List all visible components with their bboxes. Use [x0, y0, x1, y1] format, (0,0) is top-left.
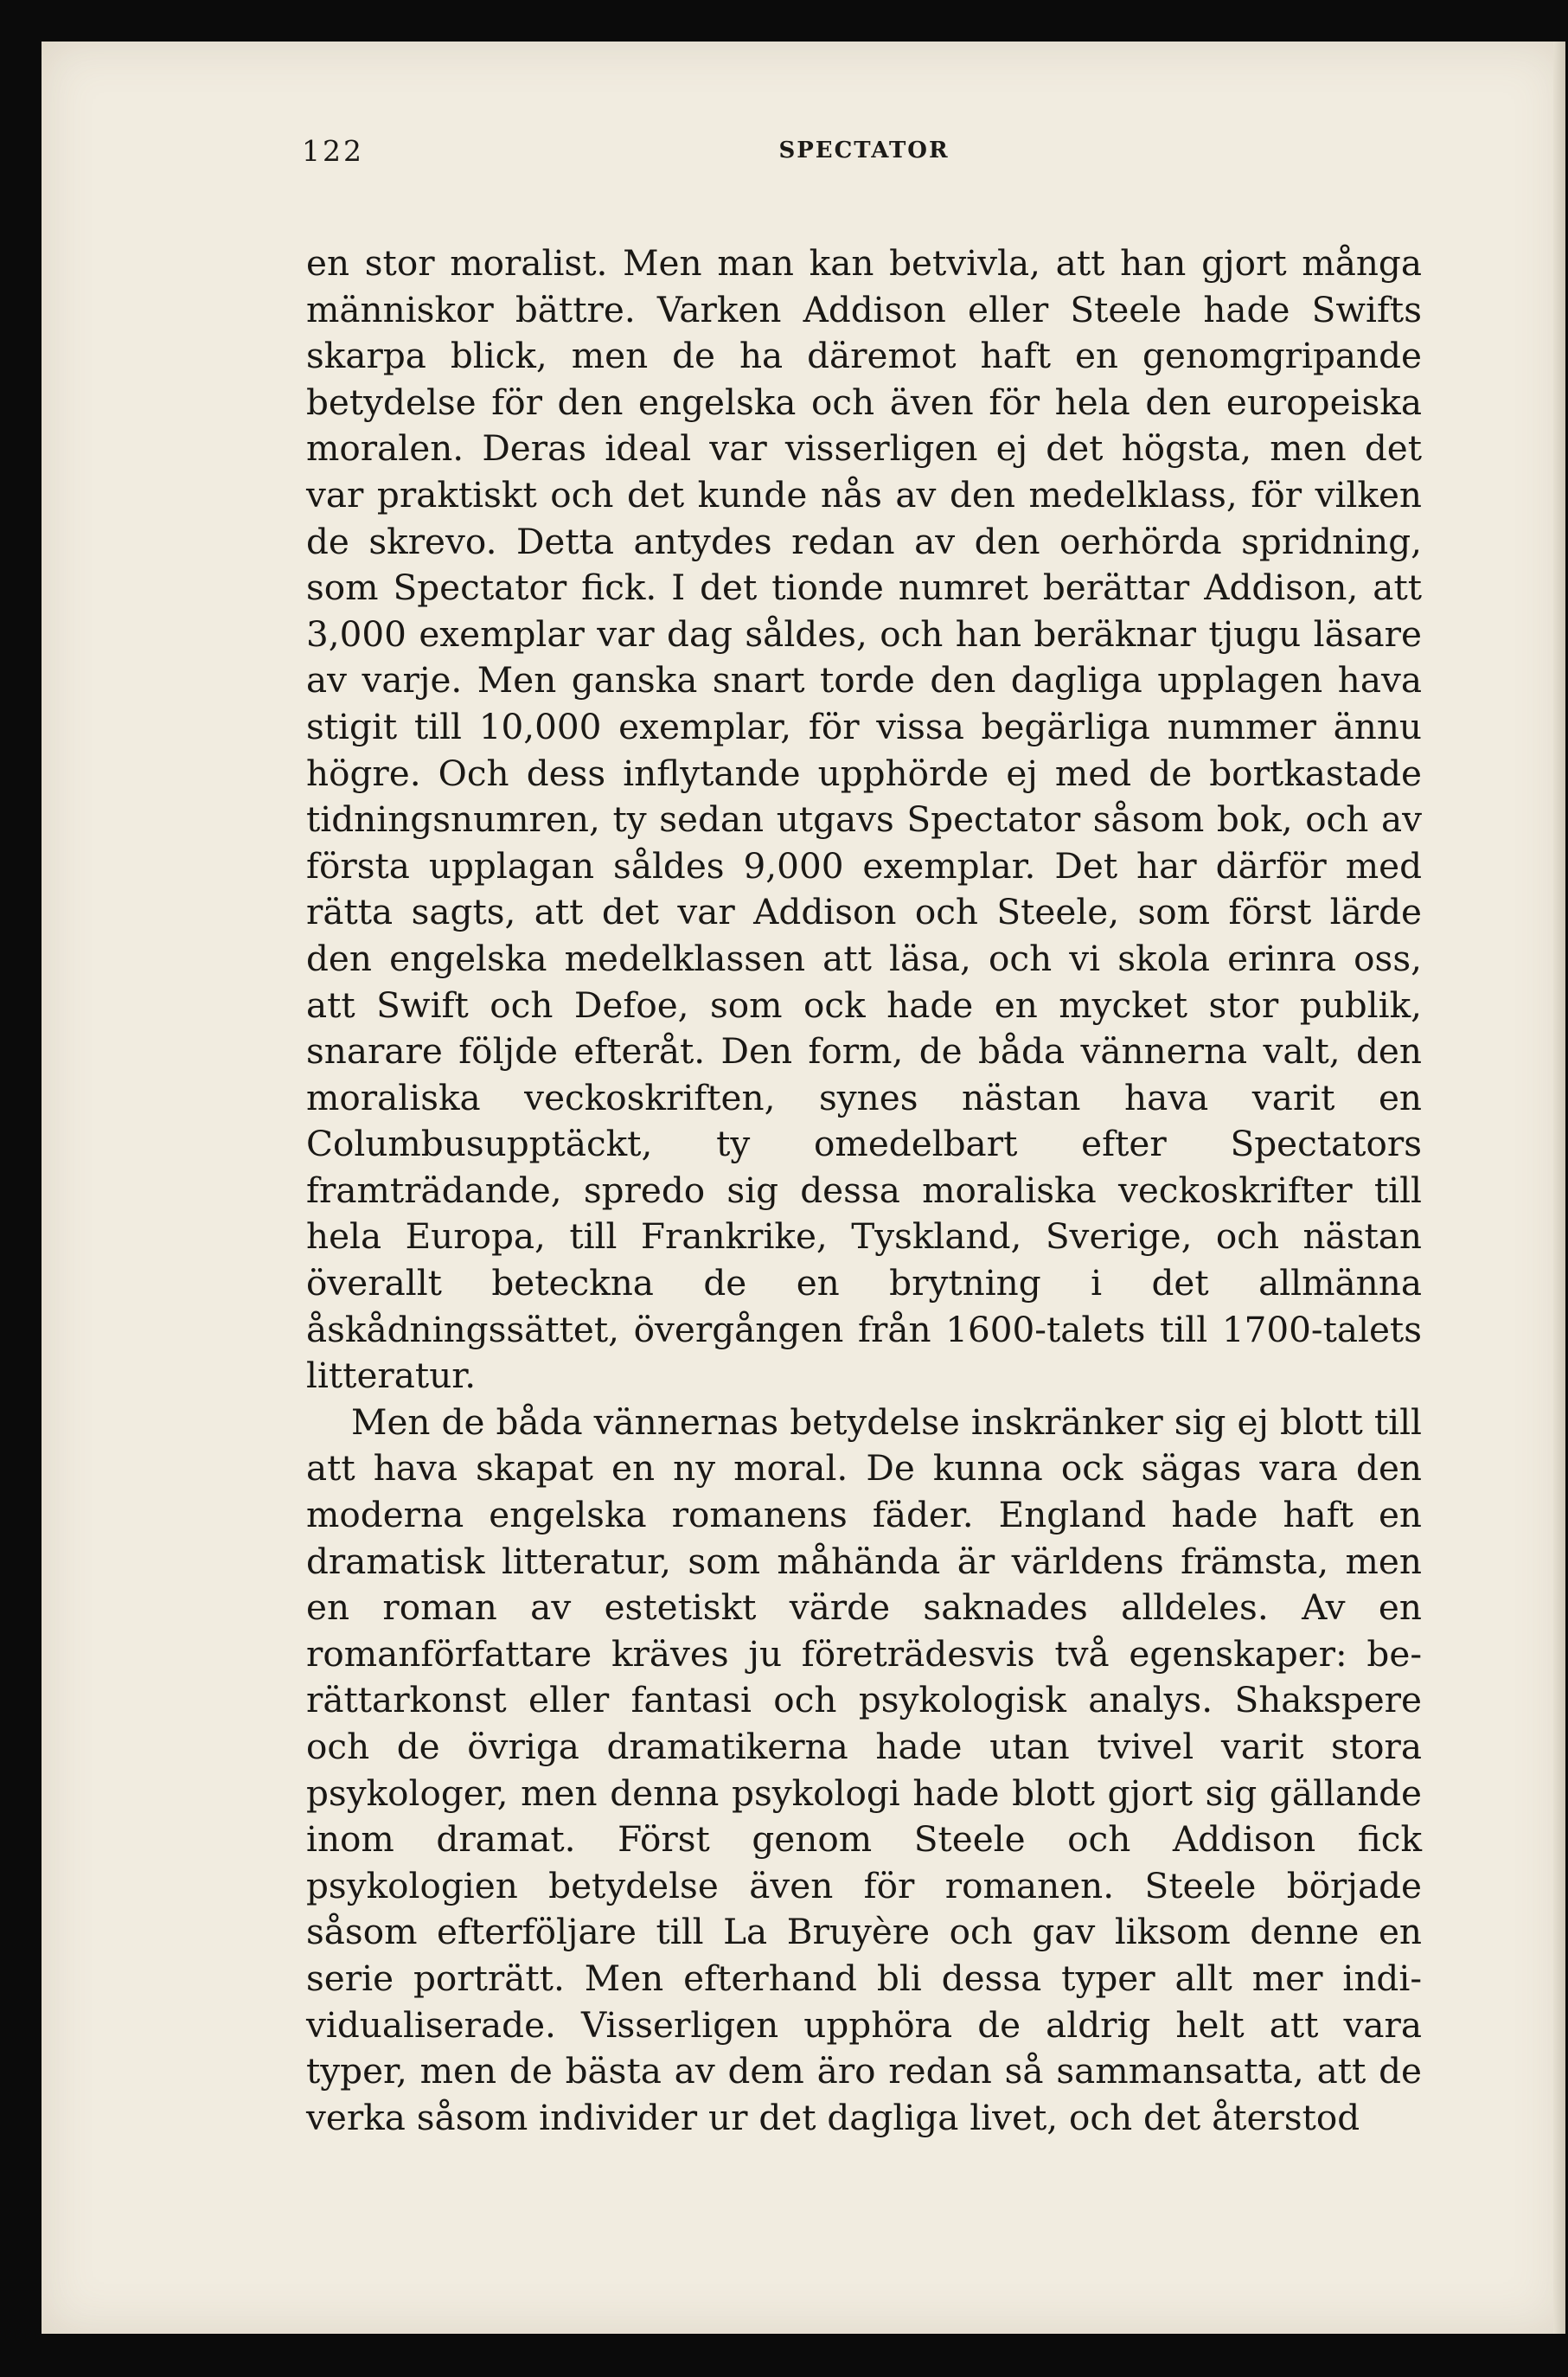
page-header [302, 134, 1426, 177]
paragraph: Men de båda vännernas betydelse inskränker sig ej blott till att hava skapat en ny moral. De kunna ock sägas vara den moderna engelska romanens fäder. England hade haft en dramatisk litteratur, som måhända är världens främsta, men en roman av estetiskt värde saknades alldeles. Av en romanförfattare kräves ju företrädesvis två egenskaper: berättarkonst eller fantasi och psykologisk analys. Shakspere och de övriga dramatikerna hade utan tvivel varit stora psykologer, men denna psykologi hade blott gjort sig gällande inom dramat. Först genom Steele och Addison fick psykologien betydelse även för romanen. Steele började såsom efterföljare till La Bruyère och gav liksom denne en serie porträtt. Men efterhand bli dessa typer allt mer individualiserade. Visserligen upphöra de aldrig helt att vara typer, men de bästa av dem äro redan så sammansatta, att de verka såsom individer ur det dagliga livet, och det återstod [306, 1400, 1422, 2138]
page-number: 122 [302, 134, 364, 168]
page-edge [1553, 42, 1565, 2334]
running-head: SPECTATOR [778, 138, 950, 163]
body-text [306, 240, 1422, 2141]
paragraph: en stor moralist. Men man kan betvivla, att han gjort många människor bättre. Varken Addison eller Steele hade Swifts skarpa blick, men de ha däremot haft en genomgripande betydelse för den engelska och även för hela den europeiska moralen. Deras ideal var visserligen ej det högsta, men det var praktiskt och det kunde nås av den medelklass, för vilken de skrevo. Detta antydes redan av den oerhörda spridning, som Spectator fick. I det tionde numret berättar Addison, att 3,000 exemplar var dag såldes, och han beräknar tjugu läsare av varje. Men ganska snart torde den dagliga upplagen hava stigit till 10,000 exemplar, för vissa begärliga nummer ännu högre. Och dess inflytande upphörde ej med de bortkastade tidningsnumren, ty sedan utgavs Spectator såsom bok, och av första upplagan såldes 9,000 exemplar. Det har därför med rätta sagts, att det var Addison och Steele, som först lärde den engelska medelklassen att läsa, och vi skola erinra oss, att Swift och Defoe, som ock hade en mycket stor publik, snarare följde efteråt. Den form, de båda vännerna valt, den moraliska veckoskriften, synes nästan hava varit en Columbusupptäckt, ty omedelbart efter Spectators framträdande, spredo sig dessa moraliska veckoskrifter till hela Europa, till Frankrike, Tyskland, Sverige, och nästan överallt beteckna de en brytning i det allmänna åskådningssättet, övergången från 1600-talets till 1700-talets litteratur. [306, 242, 1422, 1397]
